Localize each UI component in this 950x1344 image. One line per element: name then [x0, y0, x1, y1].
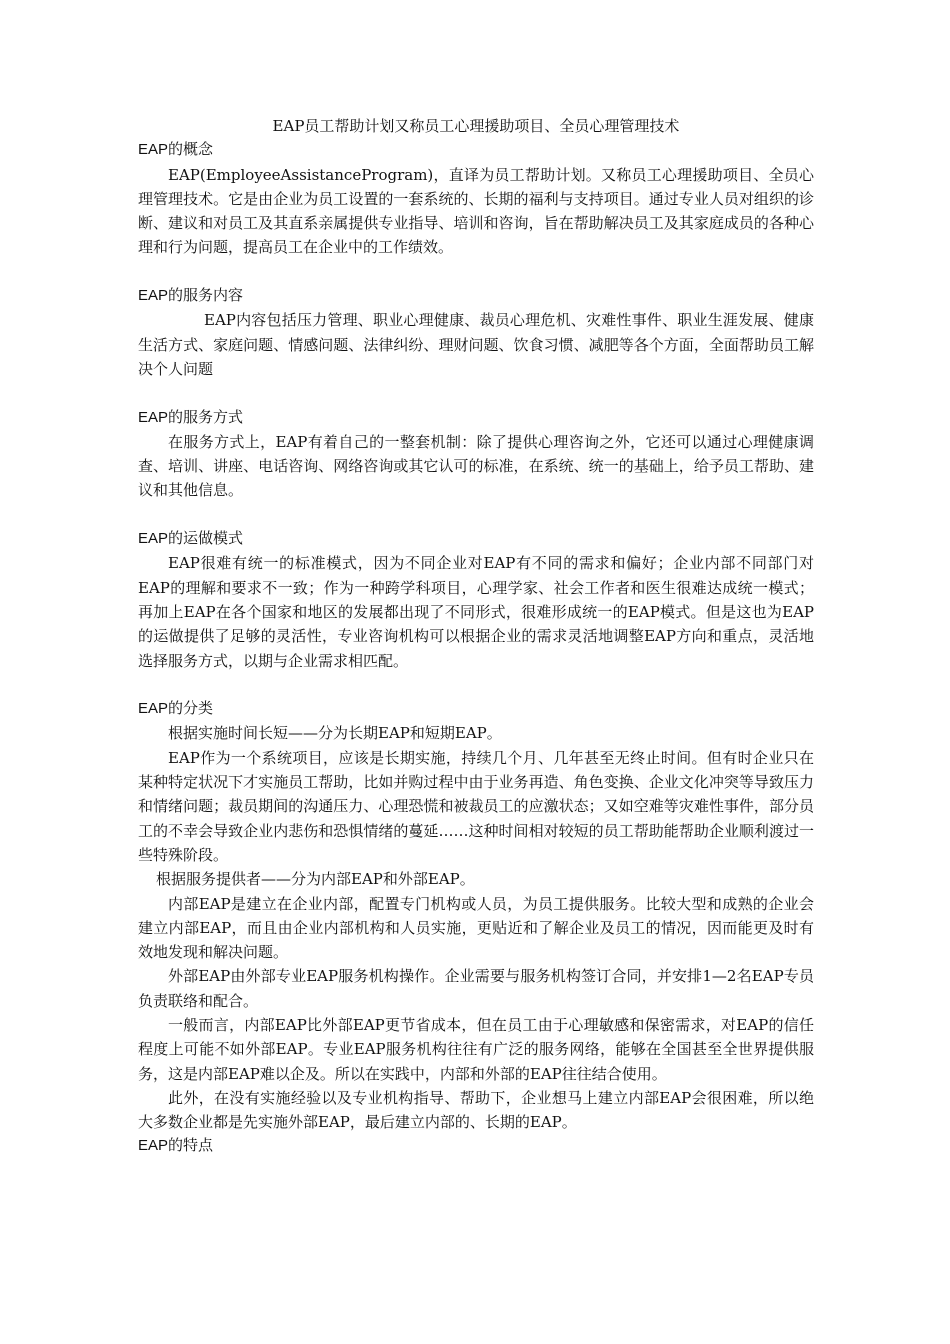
section-heading-features: EAP的特点 [138, 1137, 214, 1155]
spacer [138, 260, 814, 284]
paragraph-concept: EAP(EmployeeAssistanceProgram)，直译为员工帮助计划。又称员工心理援助项目、全员心理管理技术。它是由企业为员工设置的一套系统的、长期的福利与支持项目。通过专业人员对组织的诊断、建议和对员工及其直系亲属提供专业指导、培训和咨询，旨在帮助解决员工及其家庭成员的各种心理和行为问题，提高员工在企业中的工作绩效。 [138, 165, 814, 257]
paragraph-service-content: EAP内容包括压力管理、职业心理健康、裁员心理危机、灾难性事件、职业生涯发展、健康生活方式、家庭问题、情感问题、法律纠纷、理财问题、饮食习惯、减肥等各个方面，全面帮助员工解决个人问题 [138, 311, 814, 378]
paragraph-classification-5: 外部EAP由外部专业EAP服务机构操作。企业需要与服务机构签订合同，并安排1—2名EAP专员负责联络和配合。 [138, 967, 814, 1010]
section-heading-operation-mode: EAP的运做模式 [138, 530, 244, 548]
paragraph-classification-4: 内部EAP是建立在企业内部，配置专门机构或人员，为员工提供服务。比较大型和成熟的企业会建立内部EAP，而且由企业内部机构和人员实施，更贴近和了解企业及员工的情况，因而能更及时有效地发现和解决问题。 [138, 894, 814, 962]
document-page [138, 114, 814, 1159]
paragraph-classification-7: 此外，在没有实施经验以及专业机构指导、帮助下，企业想马上建立内部EAP会很困难，所以绝大多数企业都是先实施外部EAP，最后建立内部的、长期的EAP。 [138, 1088, 814, 1132]
paragraph-operation-mode: EAP很难有统一的标准模式，因为不同企业对EAP有不同的需求和偏好；企业内部不同部门对EAP的理解和要求不一致；作为一种跨学科项目，心理学家、社会工作者和医生很难达成统一模式；再加上EAP在各个国家和地区的发展都出现了不同形式，很难形成统一的EAP模式。但是这也为EAP的运做提供了足够的灵活性，专业咨询机构可以根据企业的需求灵活地调整EAP方向和重点，灵活地选择服务方式，以期与企业需求相匹配。 [138, 554, 814, 670]
section-heading-concept: EAP的概念 [138, 141, 214, 159]
section-heading-classification: EAP的分类 [138, 700, 214, 718]
spacer [138, 673, 814, 697]
section-heading-service-method: EAP的服务方式 [138, 408, 244, 426]
paragraph-classification-3: 根据服务提供者——分为内部EAP和外部EAP。 [156, 870, 475, 889]
paragraph-classification-2: EAP作为一个系统项目，应该是长期实施，持续几个月、几年甚至无终止时间。但有时企业只在某种特定状况下才实施员工帮助，比如并购过程中由于业务再造、角色变换、企业文化冲突等导致压力和情绪问题；裁员期间的沟通压力、心理恐慌和被裁员工的应激状态；又如空难等灾难性事件，部分员工的不幸会导致企业内悲伤和恐惧情绪的蔓延……这种时间相对较短的员工帮助能帮助企业顺利渡过一些特殊阶段。 [138, 748, 814, 864]
spacer [138, 381, 814, 405]
section-heading-service-content: EAP的服务内容 [138, 287, 244, 305]
document-title: EAP员工帮助计划又称员工心理援助项目、全员心理管理技术 [272, 117, 680, 135]
spacer [138, 503, 814, 527]
paragraph-classification-1: 根据实施时间长短——分为长期EAP和短期EAP。 [168, 724, 502, 743]
paragraph-classification-6: 一般而言，内部EAP比外部EAP更节省成本，但在员工由于心理敏感和保密需求，对EAP的信任程度上可能不如外部EAP。专业EAP服务机构往往有广泛的服务网络，能够在全国甚至全世界提供服务，这是内部EAP难以企及。所以在实践中，内部和外部的EAP往往结合使用。 [138, 1015, 814, 1083]
paragraph-service-method: 在服务方式上，EAP有着自己的一整套机制：除了提供心理咨询之外，它还可以通过心理健康调查、培训、讲座、电话咨询、网络咨询或其它认可的标准，在系统、统一的基础上，给予员工帮助、建议和其他信息。 [138, 432, 814, 500]
